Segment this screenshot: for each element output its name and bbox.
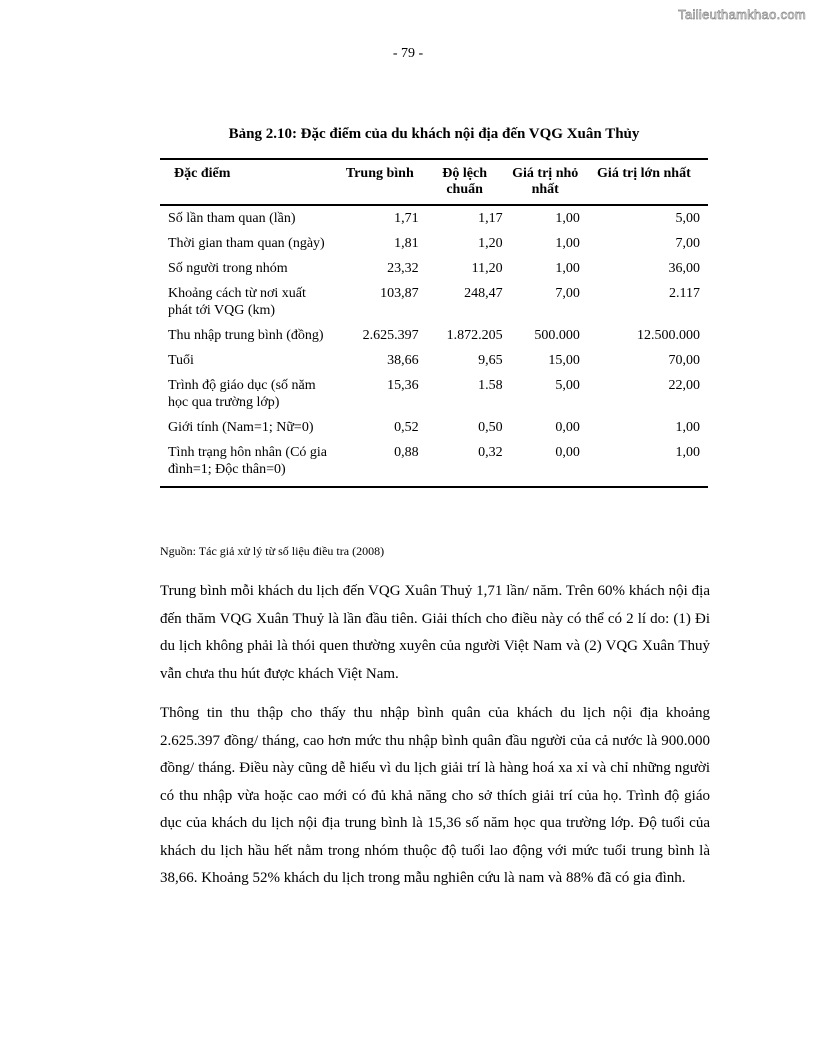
table-cell: 1,00 (555, 261, 580, 276)
table-cell: 5,00 (675, 211, 700, 226)
table-cell: 2.117 (669, 286, 700, 301)
table-cell: 11,20 (471, 261, 503, 276)
table-cell: Khoảng cách từ nơi xuất phát tới VQG (km) (168, 286, 306, 318)
table-cell: 0,00 (507, 440, 584, 487)
table-cell: 23,32 (387, 261, 419, 276)
table-cell: 0,88 (337, 440, 423, 487)
table-cell: 1,00 (584, 440, 708, 487)
table-cell: 22,00 (668, 378, 700, 393)
table-cell: 0,50 (478, 420, 503, 435)
table-row (160, 256, 708, 281)
table-row (160, 348, 708, 373)
table-cell: 15,36 (387, 378, 419, 393)
table-cell: 248,47 (464, 286, 503, 301)
table-cell: 1,71 (394, 211, 419, 226)
table-cell: Thời gian tham quan (ngày) (168, 236, 325, 251)
body-paragraph: Thông tin thu thập cho thấy thu nhập bình quân của khách du lịch nội địa khoảng 2.625.397 đồng/ tháng, cao hơn mức thu nhập bình quân đầu người của cả nước là 900.000 đồng/ tháng. Điều này cũng dễ hiểu vì du lịch giải trí là hàng hoá xa xỉ và chỉ những người có thu nhập vừa hoặc cao mới có đủ khả năng cho sở thích giải trí của họ. Trình độ giáo dục của khách du lịch nội địa trung bình là 15,36 số năm học qua trường lớp. Độ tuổi của khách du lịch hầu hết nằm trong nhóm thuộc độ tuổi lao động với mức tuổi trung bình là 38,66. Khoảng 52% khách du lịch trong mẫu nghiên cứu là nam và 88% đã có gia đình. (160, 705, 710, 886)
table-cell: 1,17 (478, 211, 503, 226)
table-cell: 1.872.205 (446, 328, 503, 343)
table-header-row (160, 159, 708, 205)
table-cell: 38,66 (387, 353, 419, 368)
column-header: Giá trị lớn nhất (584, 159, 708, 205)
table-cell: Tình trạng hôn nhân (Có gia đình=1; Độc thân=0) (160, 440, 337, 487)
table-cell: 12.500.000 (637, 328, 700, 343)
table-row (160, 440, 708, 487)
column-header: Trung bình (337, 159, 423, 205)
page-number: - 79 - (392, 46, 424, 61)
table-cell: Số lần tham quan (lần) (168, 211, 296, 226)
table-cell: 7,00 (675, 236, 700, 251)
body-paragraph: Trung bình mỗi khách du lịch đến VQG Xuân Thuỷ 1,71 lần/ năm. Trên 60% khách nội địa đến thăm VQG Xuân Thuỷ là lần đầu tiên. Giải thích cho điều này có thể có 2 lí do: (1) Đi du lịch không phải là thói quen thường xuyên của người Việt Nam và (2) VQG Xuân Thuỷ vẫn chưa thu hút được khách Việt Nam. (160, 583, 710, 682)
table-cell: 500.000 (534, 328, 580, 343)
table-cell: Thu nhập trung bình (đồng) (168, 328, 324, 343)
table-cell: 1,20 (478, 236, 503, 251)
table-cell: 1,81 (394, 236, 419, 251)
table-cell: 103,87 (380, 286, 419, 301)
table-cell: 70,00 (668, 353, 700, 368)
table-row (160, 415, 708, 440)
table-source-note: Nguồn: Tác giả xử lý từ số liệu điều tra (2008) (160, 544, 385, 558)
table-cell: Giới tính (Nam=1; Nữ=0) (168, 420, 314, 435)
table-row (160, 205, 708, 231)
table-cell: Số người trong nhóm (168, 261, 288, 276)
table-cell: 1,00 (555, 211, 580, 226)
table-row (160, 231, 708, 256)
table-cell: 1.58 (478, 378, 503, 393)
table-cell: 36,00 (668, 261, 700, 276)
table-cell: Trình độ giáo dục (số năm học qua trường lớp) (168, 378, 316, 410)
column-header: Đặc điểm (160, 159, 337, 205)
table-cell: 1,00 (555, 236, 580, 251)
table-cell: 0,32 (423, 440, 507, 487)
watermark: Tailieuthamkhao.com (678, 7, 806, 22)
table-cell: 0,52 (394, 420, 419, 435)
table-cell: 9,65 (478, 353, 503, 368)
table-row (160, 323, 708, 348)
table-cell: 2.625.397 (362, 328, 419, 343)
table-cell: 1,00 (675, 420, 700, 435)
column-header: Độ lệch chuẩn (423, 159, 507, 205)
table-cell: 15,00 (548, 353, 580, 368)
table-title: Bảng 2.10: Đặc điểm của du khách nội địa đến VQG Xuân Thủy (228, 126, 640, 142)
table-cell: 0,00 (555, 420, 580, 435)
column-header: Giá trị nhỏ nhất (507, 159, 584, 205)
table-cell: Tuổi (168, 353, 194, 368)
data-table (160, 158, 708, 488)
table-row (160, 281, 708, 323)
table-row (160, 373, 708, 415)
table-cell: 5,00 (555, 378, 580, 393)
table-cell: 7,00 (555, 286, 580, 301)
